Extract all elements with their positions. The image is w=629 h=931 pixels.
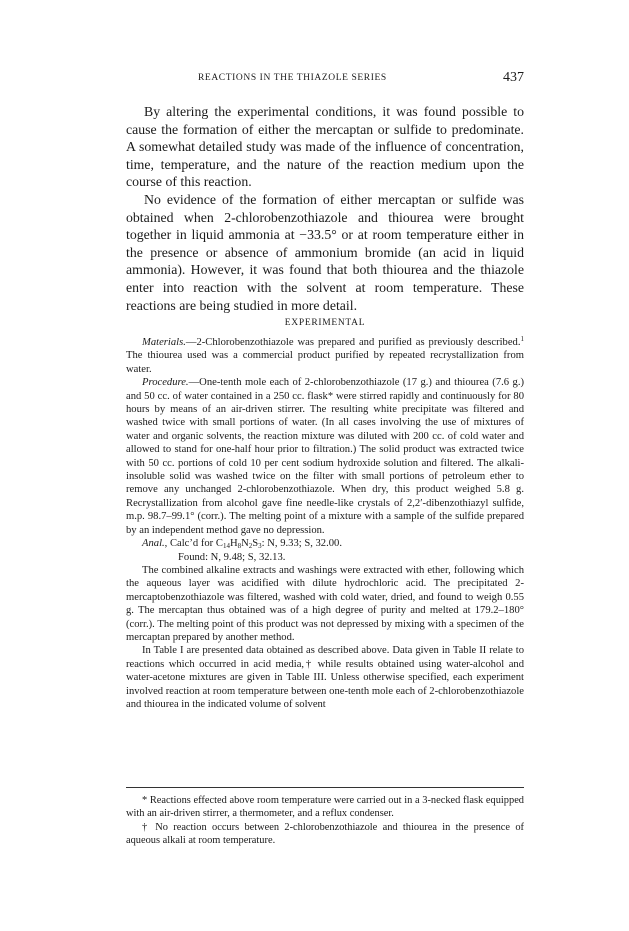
experimental-section	[126, 336, 524, 711]
analysis-calculated: Anal., Calc’d for $C_{14}H_8N_2S_3$: N, 9.33; S, 32.00.	[142, 538, 342, 551]
footnotes	[126, 794, 524, 848]
page-number: 437	[503, 70, 524, 85]
running-head	[126, 70, 524, 89]
intro-paragraph-1: By altering the experimental conditions, it was found possible to cause the formation of either the mercaptan or sulfide to predominate. A somewhat detailed study was made of the influence of concentration, time, temperature, and the nature of the reaction medium upon the course of this reaction.	[126, 104, 524, 190]
footnote-2: † No reaction occurs between 2-chlorobenzothiazole and thiourea in the presence of aqueous alkali at room temperature.	[126, 821, 524, 847]
reference-marker: 1	[520, 335, 524, 343]
materials-paragraph: Materials.—2-Chlorobenzothiazole was prepared and purified as previously described.$^1$ The thiourea used was a commercial product purified by repeated recrystallization from water.	[126, 335, 524, 375]
footnote-marker-dagger: †	[304, 658, 314, 670]
anal-label: Anal.	[142, 538, 165, 550]
analysis-found: Found: N, 9.48; S, 32.13.	[178, 551, 286, 563]
footnote-marker-asterisk: *	[327, 390, 334, 402]
footnote-divider	[126, 787, 524, 788]
combined-extracts-paragraph: The combined alkaline extracts and washings were extracted with ether, following which the aqueous layer was acidified with dilute hydrochloric acid. The precipitated 2-mercaptobenzothiazole was filtered, washed with cold water, dried, and found to weigh 0.55 g. The mercaptan thus obtained was of a high degree of purity and melted at 179.2–180° (corr.). The melting point of this product was not depressed by mixing with a specimen of the mercaptan prepared by another method.	[126, 564, 524, 643]
experimental-heading: EXPERIMENTAL	[284, 318, 366, 328]
running-title: REACTIONS IN THE THIAZOLE SERIES	[198, 73, 387, 83]
footnote-1: * Reactions effected above room temperature were carried out in a 3-necked flask equipped with an air-driven stirrer, a thermometer, and a reflux condenser.	[126, 795, 524, 820]
tables-paragraph: In Table I are presented data obtained as described above. Data given in Table II relate to reactions which occurred in acid media,† while results obtained using water-alcohol and water-acetone mixtures are given in Table III. Unless otherwise specified, each experiment involved reaction at room temperature between one-tenth mole each of 2-chlorobenzothiazole and thiourea in the indicated volume of solvent	[126, 645, 525, 710]
materials-label: Materials.	[142, 337, 186, 348]
intro-paragraph-2: No evidence of the formation of either mercaptan or sulfide was obtained when 2-chlorobenzothiazole and thiourea were brought together in liquid ammonia at −33.5° or at room temperature either in the presence or absence of ammonium bromide (an acid in liquid ammonia). However, it was found that both thiourea and the thiazole enter into reaction with the solvent at room temperature. These reactions are being studied in more detail.	[126, 191, 524, 313]
intro-section	[126, 103, 524, 314]
procedure-paragraph: Procedure.—One-tenth mole each of 2-chlorobenzothiazole (17 g.) and thiourea (7.6 g.) and 50 cc. of water contained in a 250 cc. flask* were stirred rapidly and continuously for 80 hours by means of an air-driven stirrer. The resulting white precipitate was filtered and washed twice with small portions of water. (In all cases involving the use of mixtures of water and organic solvents, the reaction mixture was diluted with 200 cc. of cold water and allowed to stand for one-half hour prior to filtration.) The solid product was extracted twice with 50 cc. portions of cold 10 per cent sodium hydroxide solution and filtered. The alkali-insoluble solid was washed twice on the filter with small portions of petroleum ether to remove any unchanged 2-chlorobenzothiazole. When dry, this product weighed 5.8 g. Recrystallization from alcohol gave fine needle-like crystals of 2,2′-dibenzothiazyl sulfide, m.p. 98.7–99.1° (corr.). The melting point of a mixture with a sample of the sulfide prepared by an independent method gave no depression.	[126, 377, 524, 536]
procedure-label: Procedure.	[142, 377, 189, 389]
